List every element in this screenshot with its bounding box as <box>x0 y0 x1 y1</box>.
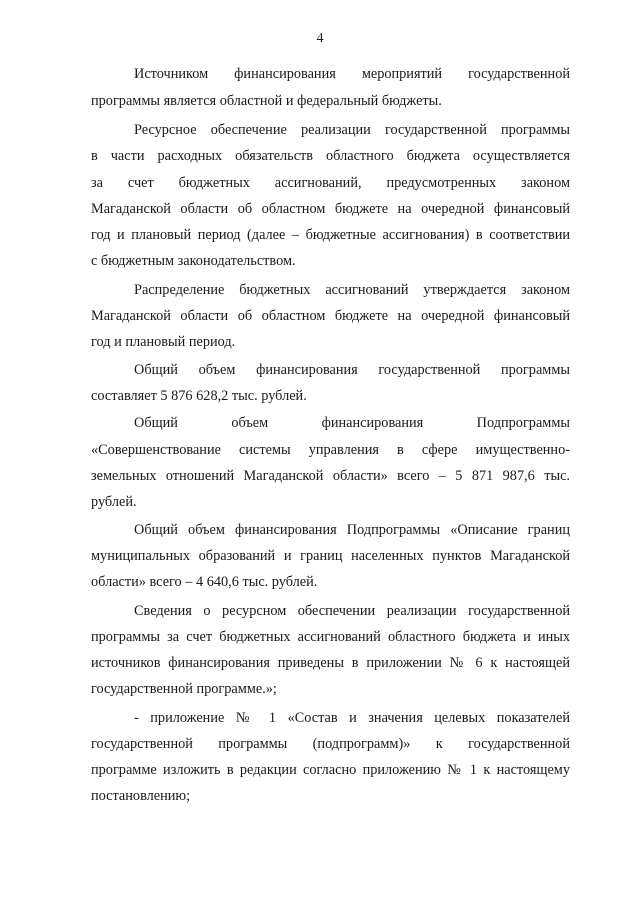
paragraph-5-line-3: земельных отношений Магаданской области» всего – 5 871 987,6 тыс. <box>91 468 570 484</box>
paragraph-6-line-1: Общий объем финансирования Подпрограммы «Описание границ <box>134 522 570 538</box>
paragraph-2-line-5: год и плановый период (далее – бюджетные ассигнования) в соответствии <box>91 227 570 243</box>
paragraph-2-line-6: с бюджетным законодательством. <box>91 253 296 269</box>
paragraph-5-line-2: «Совершенствование системы управления в сфере имущественно- <box>91 442 570 458</box>
paragraph-3-line-1: Распределение бюджетных ассигнований утверждается законом <box>134 282 570 298</box>
paragraph-7-line-4: государственной программе.»; <box>91 681 277 697</box>
paragraph-2-line-4: Магаданской области об областном бюджете на очередной финансовый <box>91 201 570 217</box>
paragraph-7-line-3: источников финансирования приведены в приложении № 6 к настоящей <box>91 655 570 671</box>
paragraph-3-line-3: год и плановый период. <box>91 334 236 350</box>
paragraph-8-line-3: программе изложить в редакции согласно приложению № 1 к настоящему <box>91 762 570 778</box>
paragraph-1-line-2: программы является областной и федеральный бюджеты. <box>91 93 442 109</box>
paragraph-2-line-2: в части расходных обязательств областного бюджета осуществляется <box>91 148 570 164</box>
paragraph-3-line-2: Магаданской области об областном бюджете на очередной финансовый <box>91 308 570 324</box>
paragraph-7-line-2: программы за счет бюджетных ассигнований областного бюджета и иных <box>91 629 570 645</box>
paragraph-2-line-3: за счет бюджетных ассигнований, предусмотренных законом <box>91 175 570 191</box>
paragraph-5-line-1: Общий объем финансирования Подпрограммы <box>134 415 570 431</box>
paragraph-8-line-1: - приложение № 1 «Состав и значения целевых показателей <box>134 710 570 726</box>
paragraph-6-line-3: области» всего – 4 640,6 тыс. рублей. <box>91 574 318 590</box>
paragraph-7-line-1: Сведения о ресурсном обеспечении реализации государственной <box>134 603 570 619</box>
paragraph-6-line-2: муниципальных образований и границ населенных пунктов Магаданской <box>91 548 570 564</box>
paragraph-5-line-4: рублей. <box>91 494 137 510</box>
paragraph-4-line-2: составляет 5 876 628,2 тыс. рублей. <box>91 388 307 404</box>
paragraph-4-line-1: Общий объем финансирования государственной программы <box>134 362 570 378</box>
paragraph-8-line-4: постановлению; <box>91 788 191 804</box>
paragraph-8-line-2: государственной программы (подпрограмм)» к государственной <box>91 736 570 752</box>
paragraph-2-line-1: Ресурсное обеспечение реализации государственной программы <box>134 122 570 138</box>
page-number: 4 <box>316 31 324 46</box>
paragraph-1-line-1: Источником финансирования мероприятий государственной <box>134 66 570 82</box>
